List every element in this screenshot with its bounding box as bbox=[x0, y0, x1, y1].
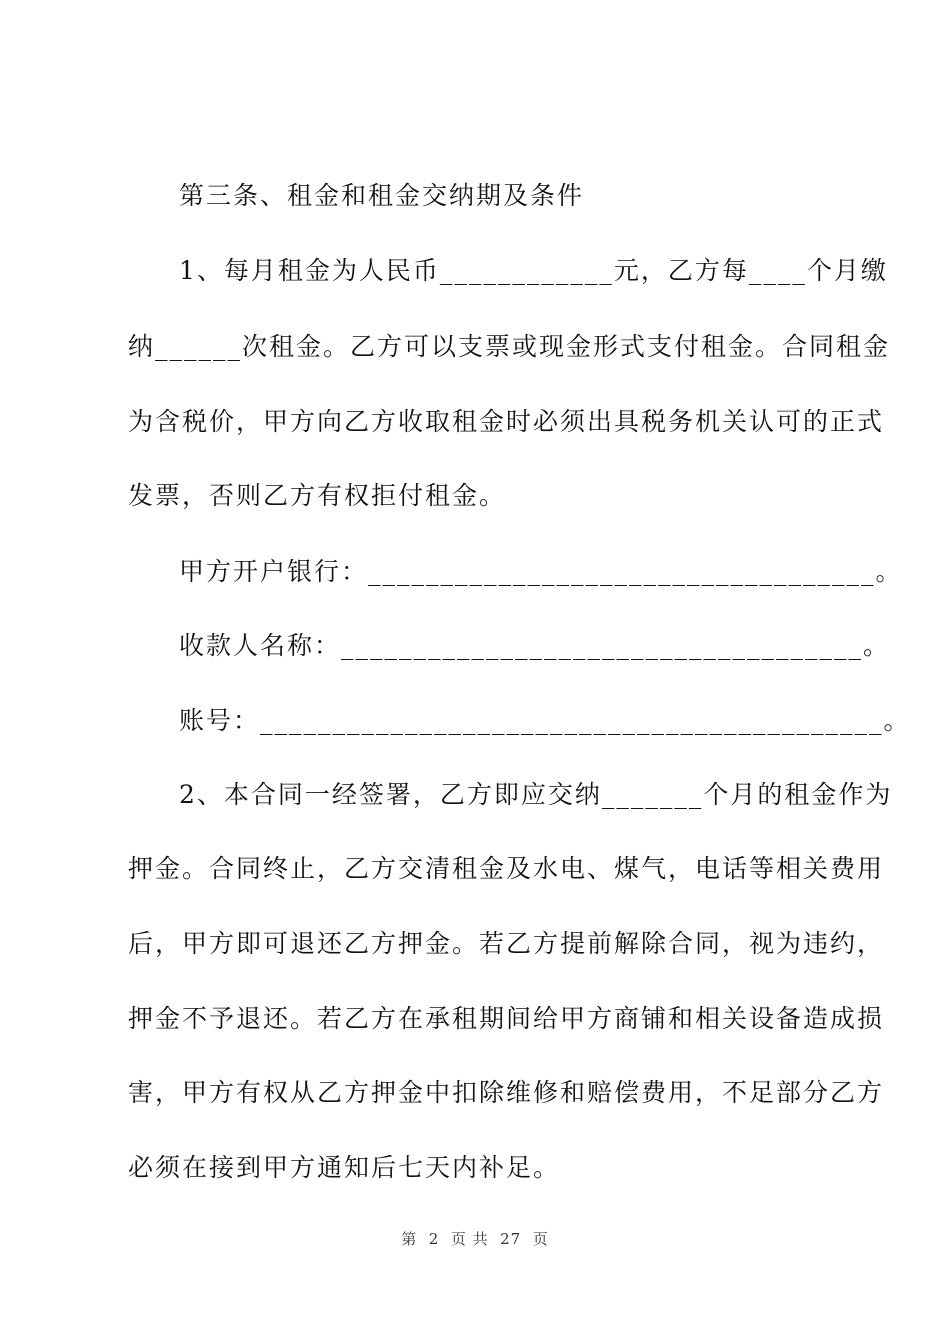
clause2-line1: 2、本合同一经签署，乙方即应交纳_______个月的租金作为 bbox=[179, 780, 893, 809]
account-field: 账号：___________________________________________。 bbox=[179, 706, 911, 735]
clause2-line2: 押金。合同终止，乙方交清租金及水电、煤气，电话等相关费用 bbox=[128, 854, 885, 883]
bank-field: 甲方开户银行：___________________________________。 bbox=[179, 557, 903, 586]
clause1-line3: 为含税价，甲方向乙方收取租金时必须出具税务机关认可的正式 bbox=[128, 407, 885, 436]
clause1-line2: 纳______次租金。乙方可以支票或现金形式支付租金。合同租金 bbox=[128, 332, 891, 361]
section-heading: 第三条、租金和租金交纳期及条件 bbox=[179, 181, 585, 210]
clause1-line1: 1、每月租金为人民币____________元，乙方每____个月缴 bbox=[179, 256, 888, 285]
page-number-footer: 第 2 页 共 27 页 bbox=[401, 1230, 549, 1248]
clause2-line3: 后，甲方即可退还乙方押金。若乙方提前解除合同，视为违约， bbox=[128, 929, 885, 958]
clause2-line6: 必须在接到甲方通知后七天内补足。 bbox=[128, 1153, 561, 1182]
payee-field: 收款人名称：____________________________________。 bbox=[179, 631, 891, 660]
clause2-line5: 害，甲方有权从乙方押金中扣除维修和赔偿费用，不足部分乙方 bbox=[128, 1078, 885, 1107]
clause2-line4: 押金不予退还。若乙方在承租期间给甲方商铺和相关设备造成损 bbox=[128, 1004, 885, 1033]
clause1-line4: 发票，否则乙方有权拒付租金。 bbox=[128, 481, 507, 510]
